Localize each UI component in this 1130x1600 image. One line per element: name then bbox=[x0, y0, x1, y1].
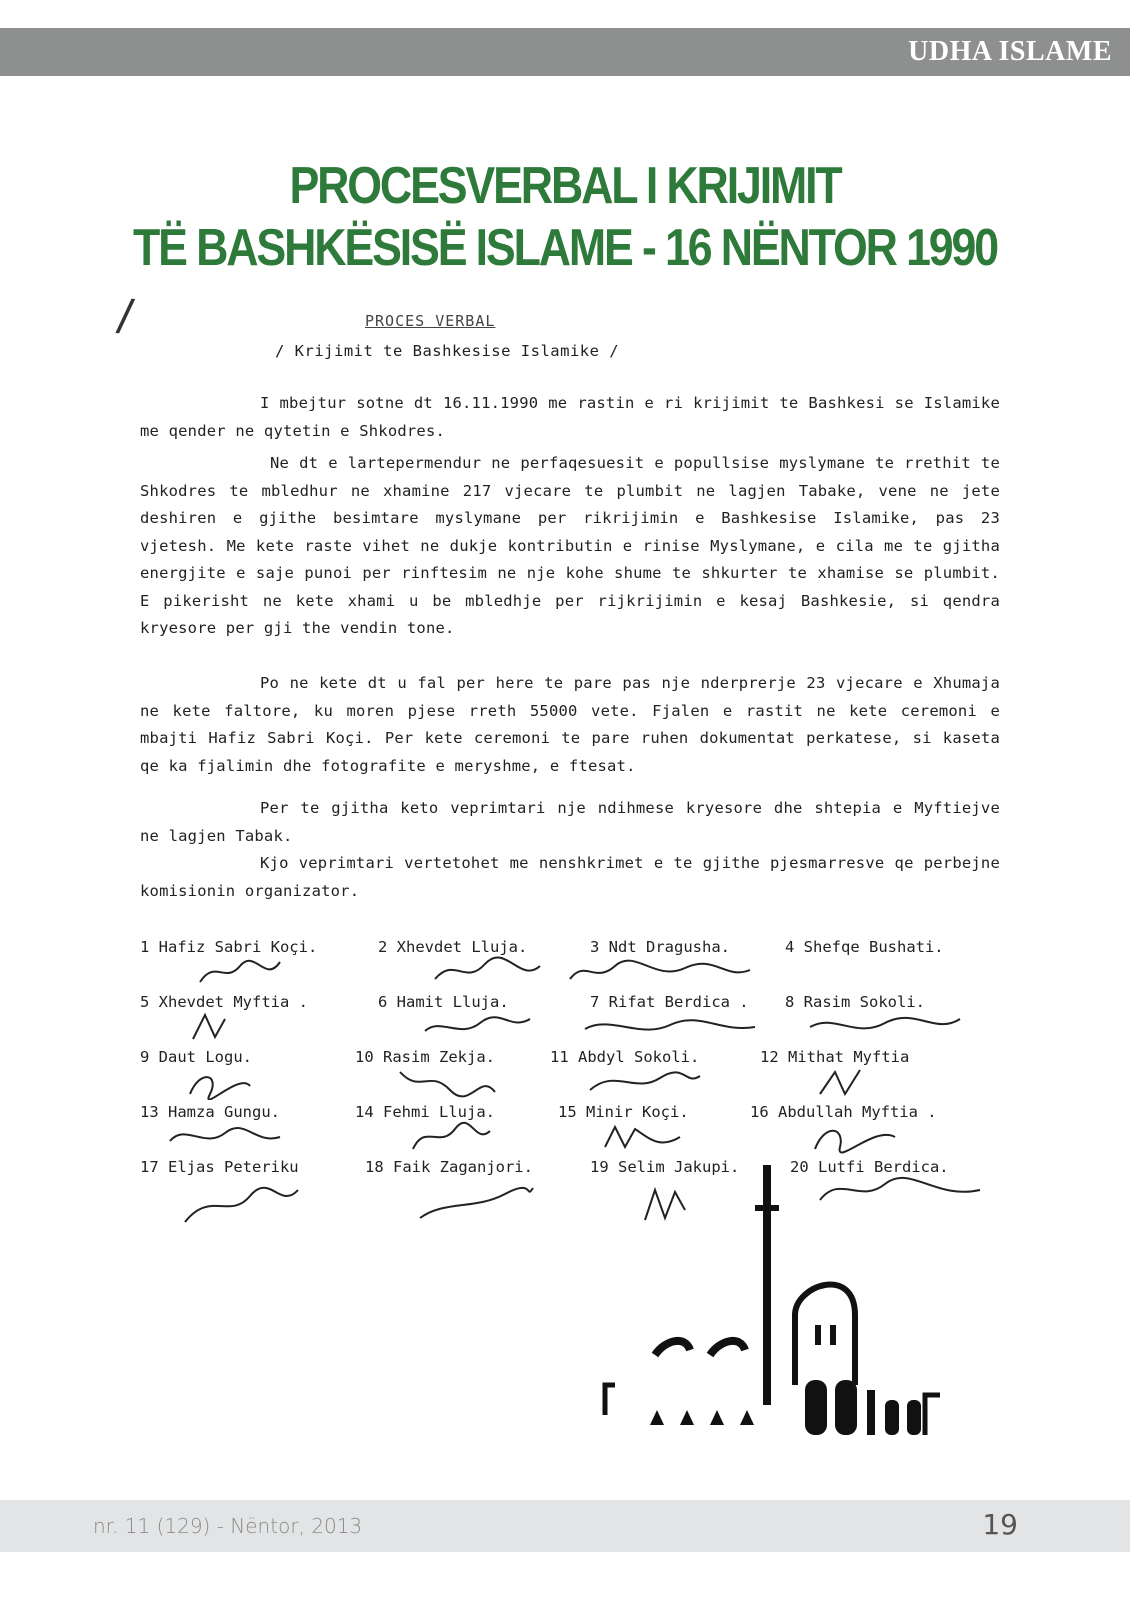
signatory-name: 1 Hafiz Sabri Koçi. bbox=[140, 938, 318, 956]
handwritten-signature bbox=[165, 1119, 285, 1155]
document-paragraph: Ne dt e lartepermendur ne perfaqesuesit e popullsise myslymane te rrethit te Shkodres te mbledhur ne xhamine 217 vjecare te plumbit ne lagjen Tabake, vene ne jete deshiren e gjithe besimtare myslymane per rikrijimin e Bashkesise Islamike, pas 23 vjetesh. Me kete raste vihet ne dukje kontributin e rinise Myslymane, e cila me te gjitha energjite e saje punoi per rinftesim ne nje kohe shume te shkurter te xhamise se plumbit. E pikerisht ne kete xhami u be mbledhje per rijkrijimin e kesaj Bashkesie, si qendra kryesore per gji the vendin tone. bbox=[140, 454, 1000, 637]
page-title-line-1: PROCESVERBAL I KRIJIMIT bbox=[289, 157, 841, 215]
signatory-name: 17 Eljas Peteriku bbox=[140, 1158, 299, 1176]
magazine-title: UDHA ISLAME bbox=[908, 36, 1112, 67]
signatory-name: 11 Abdyl Sokoli. bbox=[550, 1048, 700, 1066]
signatories-row bbox=[140, 1048, 1020, 1103]
mosque-illustration bbox=[595, 1165, 955, 1445]
handwritten-signature bbox=[415, 1180, 535, 1228]
handwritten-signature bbox=[580, 1009, 760, 1045]
page-title bbox=[79, 155, 1051, 279]
header-bar bbox=[0, 28, 1130, 76]
signatory-name: 5 Xhevdet Myftia . bbox=[140, 993, 308, 1011]
issue-number: nr. 11 (129) - Nëntor, 2013 bbox=[93, 1514, 363, 1538]
handwritten-signature bbox=[805, 1119, 925, 1155]
signatory-name: 13 Hamza Gungu. bbox=[140, 1103, 280, 1121]
signatory-name: 15 Minir Koçi. bbox=[558, 1103, 689, 1121]
document-paragraph: I mbejtur sotne dt 16.11.1990 me rastin e ri krijimit te Bashkesi se Islamike me qender ne qytetin e Shkodres. bbox=[140, 394, 1000, 440]
handwritten-signature bbox=[195, 954, 315, 990]
handwritten-signature bbox=[430, 954, 550, 990]
signatory-name: 16 Abdullah Myftia . bbox=[750, 1103, 937, 1121]
signatory-name: 7 Rifat Berdica . bbox=[590, 993, 749, 1011]
document-heading: PROCES VERBAL bbox=[365, 312, 496, 330]
handwritten-signature bbox=[810, 1064, 930, 1100]
page-title-line-2: TË BASHKËSISË ISLAME - 16 NËNTOR 1990 bbox=[133, 219, 997, 277]
footer-bar bbox=[0, 1500, 1130, 1552]
signatory-name: 2 Xhevdet Lluja. bbox=[378, 938, 528, 956]
document-paragraph: Kjo veprimtari vertetohet me nenshkrimet e te gjithe pjesmarresve qe perbejne komisionin organizator. bbox=[140, 854, 1000, 900]
signatory-name: 14 Fehmi Lluja. bbox=[355, 1103, 495, 1121]
signatory-name: 12 Mithat Myftia bbox=[760, 1048, 910, 1066]
handwritten-signature bbox=[405, 1119, 525, 1155]
document-paragraph: Po ne kete dt u fal per here te pare pas nje nderprerje 23 vjecare e Xhumaja ne kete faltore, ku moren pjese rreth 55000 vete. Fjalen e rastit ne kete ceremoni e mbajti Hafiz Sabri Koçi. Per kete ceremoni te pare ruhen dokumentat perkatese, si kaseta qe ka fjalimin dhe fotografite e meryshme, e ftesat. bbox=[140, 674, 1000, 775]
document-subheading: / Krijimit te Bashkesise Islamike / bbox=[275, 342, 620, 360]
handwritten-slash-mark: / bbox=[114, 289, 137, 342]
signatory-name: 8 Rasim Sokoli. bbox=[785, 993, 925, 1011]
signatories-row bbox=[140, 1103, 1020, 1158]
signatories-row bbox=[140, 993, 1020, 1048]
handwritten-signature bbox=[185, 1009, 305, 1045]
handwritten-signature bbox=[420, 1009, 540, 1045]
handwritten-signature bbox=[585, 1064, 705, 1100]
signatory-name: 19 Selim Jakupi. bbox=[590, 1158, 740, 1176]
signatory-name: 9 Daut Logu. bbox=[140, 1048, 252, 1066]
signatory-name: 4 Shefqe Bushati. bbox=[785, 938, 944, 956]
signatory-name: 3 Ndt Dragusha. bbox=[590, 938, 730, 956]
page-number: 19 bbox=[982, 1508, 1018, 1541]
signatory-name: 18 Faik Zaganjori. bbox=[365, 1158, 533, 1176]
handwritten-signature bbox=[565, 954, 755, 990]
signatory-name: 20 Lutfi Berdica. bbox=[790, 1158, 949, 1176]
signatory-name: 10 Rasim Zekja. bbox=[355, 1048, 495, 1066]
scanned-document bbox=[0, 290, 1130, 1490]
signatory-name: 6 Hamit Lluja. bbox=[378, 993, 509, 1011]
handwritten-signature bbox=[600, 1119, 720, 1155]
handwritten-signature bbox=[395, 1064, 515, 1100]
handwritten-signature bbox=[180, 1064, 300, 1100]
signatories-row bbox=[140, 938, 1020, 993]
handwritten-signature bbox=[180, 1180, 300, 1228]
document-paragraph: Per te gjitha keto veprimtari nje ndihmese kryesore dhe shtepia e Myftiejve ne lagjen Tabak. bbox=[140, 799, 1000, 845]
handwritten-signature bbox=[805, 1009, 965, 1045]
